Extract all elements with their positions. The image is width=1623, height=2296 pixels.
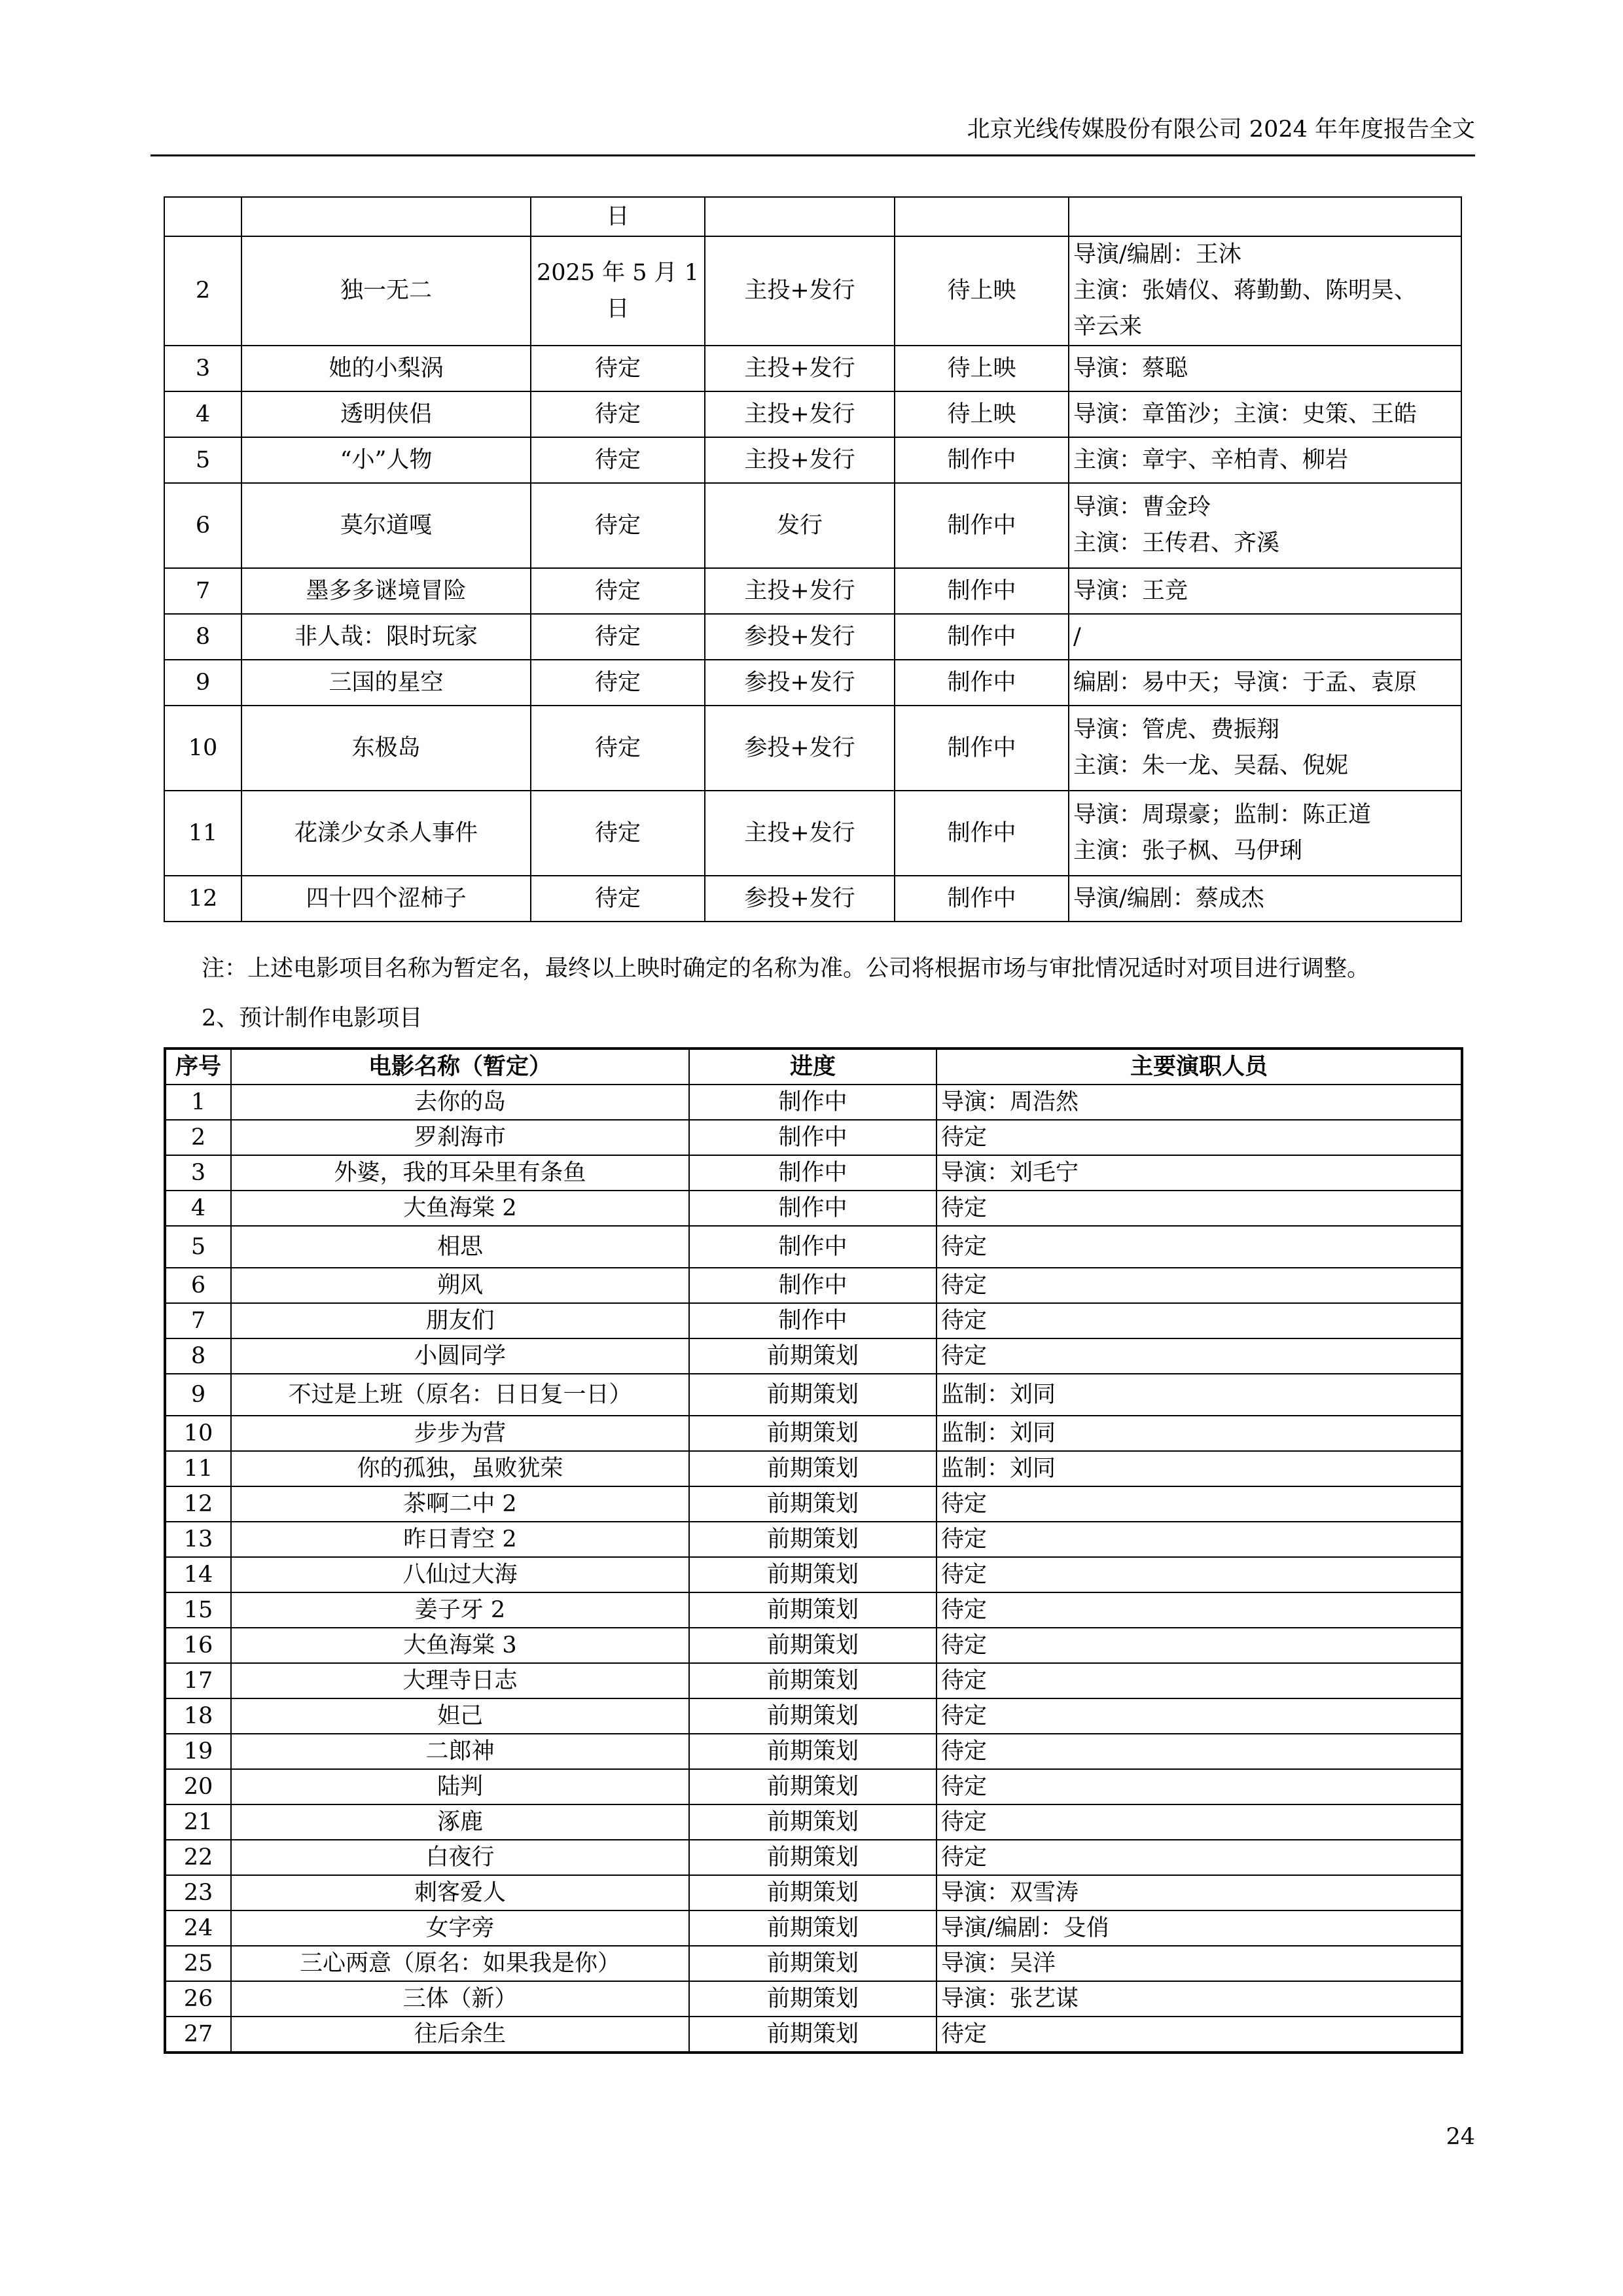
status-cell: 制作中 (895, 791, 1069, 876)
staff-cell: 待定 (936, 1191, 1462, 1226)
film-name-cell: 非人哉：限时玩家 (241, 614, 531, 660)
film-name-cell: 昨日青空 2 (231, 1522, 689, 1557)
planned-films-table (164, 1047, 1463, 2054)
film-name-cell: 花漾少女杀人事件 (241, 791, 531, 876)
film-name-cell: 朔风 (231, 1268, 689, 1303)
staff-cell: 导演：张艺谋 (936, 1981, 1462, 2017)
film-name-cell: 姜子牙 2 (231, 1592, 689, 1628)
table-row (164, 791, 1461, 876)
film-name-cell: 莫尔道嘎 (241, 483, 531, 568)
table-row (165, 1268, 1462, 1303)
status-cell: 制作中 (895, 483, 1069, 568)
film-name-cell (241, 197, 531, 236)
staff-cell: 待定 (936, 1486, 1462, 1522)
progress-cell: 前期策划 (689, 1875, 936, 1910)
release-date-line: 待定 (594, 734, 641, 761)
staff-cell (1069, 876, 1461, 922)
upcoming-films-table (164, 196, 1462, 922)
staff-cell (1069, 660, 1461, 706)
staff-cell: 导演：吴洋 (936, 1946, 1462, 1981)
table-row (164, 706, 1461, 791)
film-name-cell: 东极岛 (241, 706, 531, 791)
no-cell: 14 (165, 1557, 231, 1592)
film-name-cell: 相思 (231, 1226, 689, 1268)
staff-line: 主演：张子枫、马伊琍 (1073, 838, 1303, 864)
film-name-cell: 妲己 (231, 1698, 689, 1734)
staff-cell: 待定 (936, 1663, 1462, 1698)
table-row (165, 1522, 1462, 1557)
staff-line: 导演：曹金玲 (1073, 494, 1211, 520)
film-name-cell: 茶啊二中 2 (231, 1486, 689, 1522)
section-title: 2、预计制作电影项目 (202, 1005, 423, 1031)
table-row (165, 1226, 1462, 1268)
staff-cell (1069, 791, 1461, 876)
film-name-cell: 步步为营 (231, 1416, 689, 1451)
staff-cell (1069, 706, 1461, 791)
no-cell: 4 (165, 1191, 231, 1226)
table-row (165, 1338, 1462, 1374)
progress-cell: 前期策划 (689, 1981, 936, 2017)
staff-cell (1069, 346, 1461, 391)
staff-cell: 待定 (936, 1698, 1462, 1734)
staff-cell: 导演/编剧：殳俏 (936, 1910, 1462, 1946)
staff-cell (1069, 391, 1461, 437)
no-cell: 21 (165, 1804, 231, 1840)
progress-cell: 前期策划 (689, 1698, 936, 1734)
no-cell: 22 (165, 1840, 231, 1875)
release-date-cell (531, 568, 705, 614)
table-row (165, 1451, 1462, 1486)
investment-mode-cell (705, 197, 895, 236)
film-name-cell: 三体（新） (231, 1981, 689, 2017)
staff-cell: 导演：周浩然 (936, 1085, 1462, 1120)
staff-cell: 待定 (936, 1522, 1462, 1557)
table-row (165, 1303, 1462, 1338)
table-row (164, 660, 1461, 706)
release-date-line: 日 (606, 295, 630, 322)
staff-cell: 待定 (936, 1557, 1462, 1592)
table-row (165, 1374, 1462, 1416)
table-row (164, 197, 1461, 236)
film-name-cell: 二郎神 (231, 1734, 689, 1769)
no-cell: 10 (165, 1416, 231, 1451)
no-cell: 8 (164, 614, 241, 660)
release-date-cell (531, 483, 705, 568)
film-name-cell: 外婆，我的耳朵里有条鱼 (231, 1155, 689, 1191)
staff-cell: 待定 (936, 1734, 1462, 1769)
table-row (164, 483, 1461, 568)
staff-cell: 待定 (936, 1628, 1462, 1663)
table-row (164, 437, 1461, 483)
release-date-cell (531, 660, 705, 706)
report-header-title: 北京光线传媒股份有限公司 2024 年年度报告全文 (967, 117, 1475, 143)
header-progress: 进度 (689, 1049, 936, 1085)
table-row (164, 346, 1461, 391)
no-cell: 24 (165, 1910, 231, 1946)
progress-cell: 前期策划 (689, 1734, 936, 1769)
progress-cell: 制作中 (689, 1085, 936, 1120)
film-name-cell: 三心两意（原名：如果我是你） (231, 1946, 689, 1981)
staff-cell (1069, 236, 1461, 346)
release-date-cell (531, 391, 705, 437)
release-date-line: 待定 (594, 885, 641, 912)
investment-mode-cell: 主投+发行 (705, 391, 895, 437)
film-name-cell: 小圆同学 (231, 1338, 689, 1374)
staff-line: 编剧：易中天；导演：于孟、袁原 (1073, 669, 1418, 696)
progress-cell: 前期策划 (689, 1628, 936, 1663)
header-divider (151, 154, 1475, 156)
film-name-cell: 你的孤独，虽败犹荣 (231, 1451, 689, 1486)
no-cell: 5 (164, 437, 241, 483)
no-cell: 12 (164, 876, 241, 922)
table-row (165, 1592, 1462, 1628)
header-no: 序号 (165, 1049, 231, 1085)
table-row (165, 1769, 1462, 1804)
film-name-cell: 大理寺日志 (231, 1663, 689, 1698)
table-row (165, 1486, 1462, 1522)
table-row (165, 1910, 1462, 1946)
staff-line: 导演/编剧：蔡成杰 (1073, 885, 1264, 912)
film-name-cell: 四十四个涩柿子 (241, 876, 531, 922)
no-cell: 16 (165, 1628, 231, 1663)
film-name-cell: 去你的岛 (231, 1085, 689, 1120)
no-cell: 5 (165, 1226, 231, 1268)
status-cell: 待上映 (895, 346, 1069, 391)
status-cell: 制作中 (895, 568, 1069, 614)
table-row (165, 1840, 1462, 1875)
release-date-line: 待定 (594, 623, 641, 650)
release-date-line: 2025 年 5 月 1 (536, 259, 700, 286)
status-cell: 待上映 (895, 391, 1069, 437)
investment-mode-cell: 参投+发行 (705, 706, 895, 791)
staff-cell: 待定 (936, 1268, 1462, 1303)
progress-cell: 前期策划 (689, 1804, 936, 1840)
header-film-name: 电影名称（暂定） (231, 1049, 689, 1085)
film-name-cell: 朋友们 (231, 1303, 689, 1338)
progress-cell: 前期策划 (689, 1338, 936, 1374)
progress-cell: 制作中 (689, 1155, 936, 1191)
table-row (165, 2017, 1462, 2053)
investment-mode-cell: 主投+发行 (705, 791, 895, 876)
no-cell: 3 (164, 346, 241, 391)
progress-cell: 前期策划 (689, 1910, 936, 1946)
staff-line: 主演：王传君、齐溪 (1073, 530, 1280, 556)
progress-cell: 制作中 (689, 1226, 936, 1268)
staff-cell (1069, 568, 1461, 614)
progress-cell: 前期策划 (689, 1486, 936, 1522)
table-row (165, 1557, 1462, 1592)
no-cell: 15 (165, 1592, 231, 1628)
no-cell: 26 (165, 1981, 231, 2017)
table-row (165, 1698, 1462, 1734)
staff-line: 辛云来 (1073, 314, 1143, 340)
film-name-cell: 大鱼海棠 2 (231, 1191, 689, 1226)
progress-cell: 前期策划 (689, 1451, 936, 1486)
no-cell: 9 (164, 660, 241, 706)
release-date-line: 待定 (594, 819, 641, 846)
table-row (165, 1416, 1462, 1451)
film-name-cell: 独一无二 (241, 236, 531, 346)
no-cell: 10 (164, 706, 241, 791)
release-date-cell (531, 791, 705, 876)
no-cell: 7 (164, 568, 241, 614)
progress-cell: 前期策划 (689, 1416, 936, 1451)
release-date-cell (531, 706, 705, 791)
staff-cell: 待定 (936, 1226, 1462, 1268)
film-name-cell: 往后余生 (231, 2017, 689, 2053)
investment-mode-cell: 主投+发行 (705, 346, 895, 391)
staff-line: 导演：王竞 (1073, 577, 1188, 604)
release-date-cell (531, 614, 705, 660)
table-row (165, 1981, 1462, 2017)
table-row (165, 1946, 1462, 1981)
film-name-cell: 女字旁 (231, 1910, 689, 1946)
staff-cell: 待定 (936, 1338, 1462, 1374)
header-staff: 主要演职人员 (936, 1049, 1462, 1085)
no-cell: 18 (165, 1698, 231, 1734)
progress-cell: 制作中 (689, 1268, 936, 1303)
staff-cell: 导演：刘毛宁 (936, 1155, 1462, 1191)
staff-line: 导演：蔡聪 (1073, 355, 1188, 382)
staff-cell: 监制：刘同 (936, 1451, 1462, 1486)
film-name-cell: 墨多多谜境冒险 (241, 568, 531, 614)
release-date-cell (531, 437, 705, 483)
table-row (165, 1085, 1462, 1120)
staff-cell: 待定 (936, 1769, 1462, 1804)
progress-cell: 前期策划 (689, 1374, 936, 1416)
no-cell: 27 (165, 2017, 231, 2053)
release-date-line: 待定 (594, 355, 641, 382)
staff-line: 导演：周璟豪；监制：陈正道 (1073, 802, 1372, 828)
no-cell: 1 (165, 1085, 231, 1120)
staff-line: 主演：朱一龙、吴磊、倪妮 (1073, 753, 1349, 779)
table-row (165, 1663, 1462, 1698)
film-name-cell: 罗刹海市 (231, 1120, 689, 1155)
staff-cell (1069, 437, 1461, 483)
staff-cell: 待定 (936, 1120, 1462, 1155)
progress-cell: 前期策划 (689, 1946, 936, 1981)
table-row (164, 236, 1461, 346)
staff-cell: 待定 (936, 1303, 1462, 1338)
status-cell: 制作中 (895, 706, 1069, 791)
no-cell: 23 (165, 1875, 231, 1910)
progress-cell: 前期策划 (689, 1592, 936, 1628)
film-name-cell: 涿鹿 (231, 1804, 689, 1840)
release-date-cell (531, 876, 705, 922)
staff-line: 导演/编剧：王沐 (1073, 242, 1241, 268)
no-cell: 25 (165, 1946, 231, 1981)
staff-cell (1069, 614, 1461, 660)
release-date-line: 待定 (594, 512, 641, 539)
investment-mode-cell: 主投+发行 (705, 568, 895, 614)
status-cell (895, 197, 1069, 236)
staff-line: / (1073, 623, 1081, 650)
no-cell: 4 (164, 391, 241, 437)
table-note: 注：上述电影项目名称为暂定名，最终以上映时确定的名称为准。公司将根据市场与审批情况适时对项目进行调整。 (202, 956, 1370, 982)
staff-cell: 待定 (936, 1592, 1462, 1628)
table-row (164, 391, 1461, 437)
film-name-cell: 她的小梨涡 (241, 346, 531, 391)
staff-cell: 监制：刘同 (936, 1374, 1462, 1416)
release-date-line: 待定 (594, 401, 641, 427)
table-row (165, 1191, 1462, 1226)
investment-mode-cell: 主投+发行 (705, 437, 895, 483)
status-cell: 制作中 (895, 437, 1069, 483)
no-cell: 13 (165, 1522, 231, 1557)
no-cell: 6 (165, 1268, 231, 1303)
no-cell: 11 (164, 791, 241, 876)
no-cell: 3 (165, 1155, 231, 1191)
staff-line: 主演：章宇、辛柏青、柳岩 (1073, 446, 1349, 473)
film-name-cell: 三国的星空 (241, 660, 531, 706)
no-cell: 7 (165, 1303, 231, 1338)
film-name-cell: 陆判 (231, 1769, 689, 1804)
progress-cell: 制作中 (689, 1191, 936, 1226)
investment-mode-cell: 参投+发行 (705, 660, 895, 706)
staff-cell: 监制：刘同 (936, 1416, 1462, 1451)
no-cell: 8 (165, 1338, 231, 1374)
no-cell: 17 (165, 1663, 231, 1698)
staff-cell (1069, 483, 1461, 568)
release-date-line: 待定 (594, 446, 641, 473)
table-row (165, 1734, 1462, 1769)
staff-line: 主演：张婧仪、蒋勤勤、陈明昊、 (1073, 278, 1418, 304)
table-row (165, 1804, 1462, 1840)
staff-cell: 待定 (936, 2017, 1462, 2053)
progress-cell: 前期策划 (689, 1769, 936, 1804)
staff-cell (1069, 197, 1461, 236)
film-name-cell: “小”人物 (241, 437, 531, 483)
table-row (165, 1155, 1462, 1191)
progress-cell: 制作中 (689, 1120, 936, 1155)
table-row (164, 614, 1461, 660)
table-row (165, 1120, 1462, 1155)
no-cell: 2 (165, 1120, 231, 1155)
status-cell: 制作中 (895, 660, 1069, 706)
page-number: 24 (1446, 2124, 1475, 2150)
progress-cell: 前期策划 (689, 2017, 936, 2053)
investment-mode-cell: 主投+发行 (705, 236, 895, 346)
no-cell: 19 (165, 1734, 231, 1769)
progress-cell: 前期策划 (689, 1557, 936, 1592)
film-name-cell: 不过是上班（原名：日日复一日） (231, 1374, 689, 1416)
no-cell: 9 (165, 1374, 231, 1416)
progress-cell: 前期策划 (689, 1522, 936, 1557)
release-date-line: 待定 (594, 669, 641, 696)
investment-mode-cell: 参投+发行 (705, 876, 895, 922)
no-cell: 20 (165, 1769, 231, 1804)
staff-cell: 导演：双雪涛 (936, 1875, 1462, 1910)
film-name-cell: 透明侠侣 (241, 391, 531, 437)
staff-cell: 待定 (936, 1804, 1462, 1840)
release-date-cell (531, 236, 705, 346)
table-row (164, 568, 1461, 614)
progress-cell: 前期策划 (689, 1663, 936, 1698)
status-cell: 制作中 (895, 876, 1069, 922)
no-cell: 2 (164, 236, 241, 346)
investment-mode-cell: 发行 (705, 483, 895, 568)
staff-line: 导演：章笛沙；主演：史策、王皓 (1073, 401, 1418, 427)
table-row (164, 876, 1461, 922)
no-cell: 6 (164, 483, 241, 568)
film-name-cell: 刺客爱人 (231, 1875, 689, 1910)
staff-line: 导演：管虎、费振翔 (1073, 717, 1280, 743)
no-cell: 11 (165, 1451, 231, 1486)
status-cell: 制作中 (895, 614, 1069, 660)
status-cell: 待上映 (895, 236, 1069, 346)
no-cell (164, 197, 241, 236)
progress-cell: 制作中 (689, 1303, 936, 1338)
table-row (165, 1628, 1462, 1663)
film-name-cell: 八仙过大海 (231, 1557, 689, 1592)
release-date-cell (531, 346, 705, 391)
film-name-cell: 大鱼海棠 3 (231, 1628, 689, 1663)
no-cell: 12 (165, 1486, 231, 1522)
release-date-line: 待定 (594, 577, 641, 604)
staff-cell: 待定 (936, 1840, 1462, 1875)
table-header-row (165, 1049, 1462, 1085)
progress-cell: 前期策划 (689, 1840, 936, 1875)
investment-mode-cell: 参投+发行 (705, 614, 895, 660)
table-row (165, 1875, 1462, 1910)
release-date-cell: 日 (531, 197, 705, 236)
film-name-cell: 白夜行 (231, 1840, 689, 1875)
